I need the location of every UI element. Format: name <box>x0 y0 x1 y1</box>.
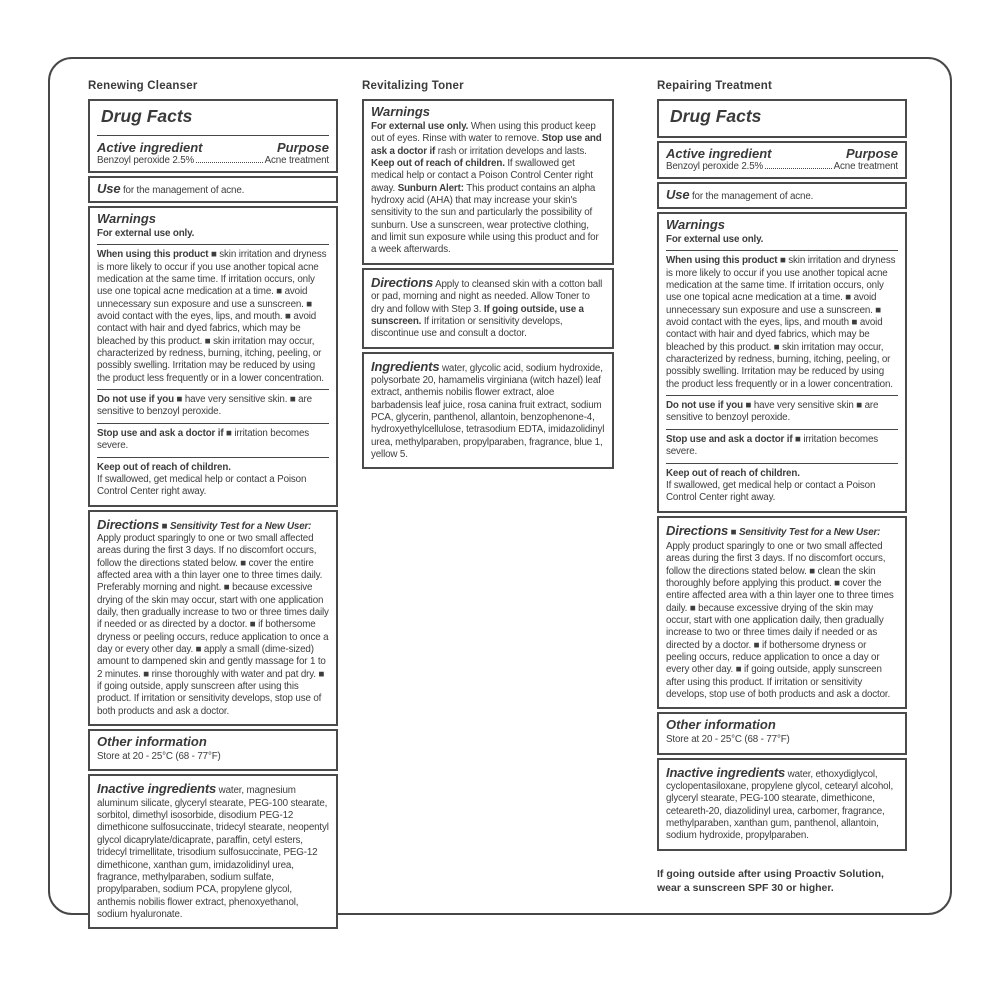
other-information-heading: Other information <box>666 717 776 733</box>
active-ingredient-heading: Active ingredient <box>97 140 203 155</box>
directions-text-2: If irritation or sensitivity develops, discontinue use and consult a doctor. <box>371 315 563 340</box>
directions-heading-line <box>666 523 898 539</box>
stop-use-label: Stop use and ask a doctor if <box>97 427 224 439</box>
keep-out-label: Keep out of reach of children. <box>666 467 800 479</box>
storage-text: Store at 20 - 25°C (68 - 77°F) <box>666 734 790 746</box>
inactive-ingredients-paragraph <box>666 765 898 843</box>
product-title-treatment: Repairing Treatment <box>657 80 772 92</box>
do-not-use-label: Do not use if you <box>97 394 174 406</box>
when-using-text: ■ skin irritation and dryness is more likely to occur if you use another topical acne medication at the same time. If irritation occurs, only use one topical acne medication at a time. ■ avoid unnecessary sun exposure and use a sunscreen. ■ avoid contact with the eyes, lips, and mouth. ■ avoid contact with hair and dyed fabrics, which may be bleached by this product. ■ skin irritation may occur, characterized by redness, burning, itching, peeling, or possibly swelling. Irritation may be reduced by using the product less frequently or in a lower concentration. <box>97 249 327 384</box>
use-line <box>97 181 329 196</box>
use-box-treatment <box>657 182 907 209</box>
directions-box-treatment <box>657 516 907 710</box>
other-information-heading: Other information <box>97 734 207 750</box>
sensitivity-test-subheading: ■ Sensitivity Test for a New User: <box>730 526 881 538</box>
drug-facts-heading: Drug Facts <box>670 106 762 126</box>
do-not-use-text: ■ have very sensitive skin ■ are sensitive to benzoyl peroxide. <box>666 400 879 424</box>
sunscreen-footer-note: If going outside after using Proactiv Solution, wear a sunscreen SPF 30 or higher. <box>657 867 884 894</box>
divider <box>97 244 329 245</box>
sensitivity-test-subheading: ■ Sensitivity Test for a New User: <box>161 520 312 532</box>
use-box-cleanser <box>88 176 338 203</box>
stop-use-text: ■ irritation becomes severe. <box>97 427 309 452</box>
active-ingredient-value: Benzoyl peroxide 2.5% <box>666 161 764 172</box>
warnings-heading: Warnings <box>666 217 725 232</box>
directions-box-toner <box>362 268 614 349</box>
storage-text: Store at 20 - 25°C (68 - 77°F) <box>97 751 221 763</box>
external-use-label: For external use only. <box>371 121 469 132</box>
inactive-ingredients-heading: Inactive ingredients <box>666 764 786 780</box>
divider <box>666 429 898 430</box>
inactive-ingredients-box-treatment <box>657 758 907 851</box>
when-using-paragraph <box>97 249 329 385</box>
purpose-value: Acne treatment <box>833 161 898 172</box>
drug-facts-heading: Drug Facts <box>101 106 193 126</box>
ingredients-text: water, glycolic acid, sodium hydroxide, polysorbate 20, hamamelis virginiana (witch hazel) leaf extract, anthemis nobilis flower extract, aloe barbadensis leaf juice, rosa canina fruit extract, sodium PCA, glycerin, panthenol, allantoin, benzophenone-4, hydroxyethylcellulose, tetrasodium EDTA, imidazolidinyl urea, methylparaben, propylparaben, fragrance, blue 1, yellow 5. <box>371 362 605 460</box>
stop-use-paragraph <box>97 428 329 453</box>
directions-heading: Directions <box>97 516 160 532</box>
warnings-heading: Warnings <box>371 104 430 119</box>
sunburn-alert-label: Sunburn Alert: <box>397 182 464 194</box>
directions-paragraph <box>371 275 605 341</box>
directions-heading: Directions <box>666 522 729 538</box>
divider <box>97 423 329 424</box>
stop-use-text: ■ irritation becomes severe. <box>666 433 878 458</box>
panel-renewing-cleanser <box>88 80 338 932</box>
ingredients-heading: Ingredients <box>371 358 440 374</box>
divider <box>666 463 898 464</box>
directions-text-1: Apply to cleansed skin with a cotton ball or pad, morning and night as needed. Allow Toner to dry and follow with Step 3. <box>371 278 603 315</box>
do-not-use-paragraph <box>666 400 898 425</box>
warnings-box-toner <box>362 99 614 265</box>
keep-out-label: Keep out of reach of children. <box>371 158 505 170</box>
keep-out-text: If swallowed, get medical help or contact a Poison Control Center right away. <box>97 473 307 498</box>
directions-heading: Directions <box>371 274 434 290</box>
active-ingredient-heading: Active ingredient <box>666 146 772 161</box>
directions-text: Apply product sparingly to one or two small affected areas during the first 3 days. If no discomfort occurs, follow the directions stated below. ■ cover the entire affected area with a thin layer one to three times daily. Preferably morning and night. ■ because excessive drying of the skin may occur, start with one application daily, then gradually increase to two or three times daily if needed or as directed by a doctor. ■ if bothersome dryness or peeling occurs, reduce application to once a day or every other day. ■ apply a small (dime-sized) amount to dampened skin and gently massage for 1 to 2 minutes. ■ rinse thoroughly with water and pat dry. ■ if going outside, apply sunscreen after using this product. If irritation or sensitivity develops, stop use of both products and ask a doctor. <box>97 532 329 717</box>
warnings-box-treatment <box>657 212 907 513</box>
external-use-line: For external use only. <box>97 228 195 239</box>
use-text: for the management of acne. <box>691 191 814 202</box>
other-information-box-treatment <box>657 712 907 754</box>
active-ingredient-value-row <box>97 155 329 166</box>
divider <box>97 457 329 458</box>
warnings-box-cleanser <box>88 206 338 507</box>
do-not-use-text: ■ have very sensitive skin. ■ are sensitive to benzoyl peroxide. <box>97 394 312 418</box>
divider <box>666 395 898 396</box>
active-ingredient-header-row <box>97 140 329 155</box>
product-title-toner: Revitalizing Toner <box>362 80 464 92</box>
use-heading: Use <box>97 181 121 196</box>
warnings-text-4: This product contains an alpha hydroxy acid (AHA) that may increase your skin's sensitivity to the sun and particularly the possibility of sunburn. Use a sunscreen, wear protective clothing, and limit sun exposure while using this product and for a week afterwards. <box>371 182 599 256</box>
purpose-heading: Purpose <box>276 140 329 155</box>
warnings-text-1: When using this product keep out of eyes. Rinse with water to remove. <box>371 121 596 145</box>
when-using-label: When using this product <box>97 249 209 261</box>
use-text: for the management of acne. <box>122 185 245 196</box>
drug-facts-box-cleanser <box>88 99 338 173</box>
warnings-text-2: rash or irritation develops and lasts. <box>437 145 587 157</box>
keep-out-paragraph <box>666 468 898 505</box>
inactive-ingredients-paragraph <box>97 781 329 921</box>
dotted-leader <box>196 162 263 163</box>
ingredients-paragraph <box>371 359 605 462</box>
inactive-ingredients-text: water, ethoxydiglycol, cyclopentasiloxane, propylene glycol, cetearyl alcohol, glyceryl stearate, PEG-100 stearate, dimethicone, ceteareth-20, diazolidinyl urea, carbomer, fragrance, methylparaben, xanthan gum, panthenol, allantoin, sodium hydroxide, propylparaben. <box>666 768 894 842</box>
stop-use-label: Stop use and ask a doctor if <box>666 433 793 445</box>
panel-repairing-treatment <box>657 80 907 906</box>
stop-use-label: Stop use and ask a doctor if <box>371 133 602 157</box>
warnings-heading: Warnings <box>97 211 156 226</box>
when-using-text: ■ skin irritation and dryness is more likely to occur if you use another topical acne medication at the same time. If irritation occurs, only use one topical acne medication at a time. ■ avoid unnecessary sun exposure and use a sunscreen. ■ avoid contact with the eyes, lips, and mouth ■ avoid contact with hair and dyed fabrics, which may be bleached by this product. ■ skin irritation may occur, characterized by redness, burning, itching, peeling, or possibly swelling. Irritation may be reduced by using the product less frequently or in a lower concentration. <box>666 255 896 390</box>
do-not-use-label: Do not use if you <box>666 400 743 412</box>
use-heading: Use <box>666 187 690 202</box>
when-using-label: When using this product <box>666 255 778 267</box>
do-not-use-paragraph <box>97 394 329 419</box>
sunscreen-label: If going outside, use a sunscreen. <box>371 303 584 327</box>
purpose-heading: Purpose <box>845 146 898 161</box>
ingredients-box-toner <box>362 352 614 470</box>
warnings-paragraph <box>371 121 605 257</box>
directions-paragraph <box>97 517 329 719</box>
keep-out-paragraph <box>97 462 329 499</box>
product-title-cleanser: Renewing Cleanser <box>88 80 198 92</box>
external-use-line: For external use only. <box>666 234 764 245</box>
purpose-value: Acne treatment <box>264 155 329 166</box>
directions-box-cleanser <box>88 510 338 727</box>
use-line <box>666 187 898 202</box>
active-ingredient-box-treatment <box>657 141 907 179</box>
drug-facts-box-treatment <box>657 99 907 138</box>
panel-revitalizing-toner <box>362 80 614 472</box>
divider <box>666 250 898 251</box>
active-ingredient-value-row <box>666 161 898 172</box>
inactive-ingredients-text: water, magnesium aluminum silicate, glyceryl stearate, PEG-100 stearate, sorbitol, dimethyl isosorbide, disodium PEG-12 dimethicone sulfosuccinate, tridecyl stearate, neopentyl glycol dicaprylate/dicaprate, paraffin, cetyl esters, tridecyl trimellitate, trisodium sulfosuccinate, PEG-12 dimethicone, xanthan gum, imidazolidinyl urea, fragrance, methylparaben, sodium sulfate, propylparaben, sodium PCA, propylene glycol, anthemis nobilis flower extract, phenoxyethanol, sodium hyaluronate. <box>97 785 329 920</box>
dotted-leader <box>765 168 832 169</box>
warnings-text-3: If swallowed get medical help or contact a Poison Control Center right away. <box>371 158 593 194</box>
stop-use-paragraph <box>666 434 898 459</box>
active-ingredient-value: Benzoyl peroxide 2.5% <box>97 155 195 166</box>
other-information-box-cleanser <box>88 729 338 771</box>
inactive-ingredients-heading: Inactive ingredients <box>97 781 217 797</box>
divider <box>97 135 329 136</box>
when-using-paragraph <box>666 255 898 391</box>
active-ingredient-header-row <box>666 146 898 161</box>
directions-text: Apply product sparingly to one or two small affected areas during the first 3 days. If no discomfort occurs, follow the directions stated below. ■ clean the skin thoroughly before applying this product. ■ cover the entire affected area with a thin layer one to three times daily. ■ because excessive drying of the skin may occur, start with one application daily, then gradually increase to two or three times daily if needed or as directed by a doctor. ■ if bothersome dryness or peeling occurs, reduce application to once a day or every other day. ■ if going outside, apply sunscreen after using this product. If irritation or sensitivity develops, stop use of both products and ask a doctor. <box>666 540 894 701</box>
inactive-ingredients-box-cleanser <box>88 774 338 929</box>
keep-out-label: Keep out of reach of children. <box>97 461 231 473</box>
keep-out-text: If swallowed, get medical help or contact a Poison Control Center right away. <box>666 479 876 504</box>
divider <box>97 389 329 390</box>
